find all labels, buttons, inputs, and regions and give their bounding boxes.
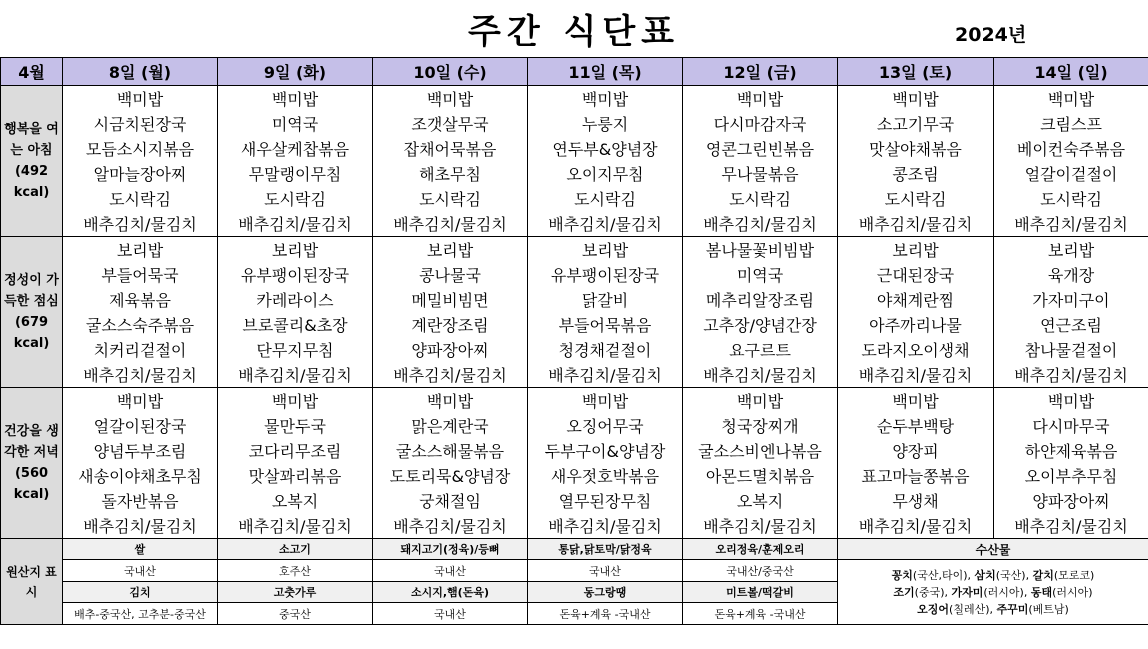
origin-value: 국내산/중국산 (683, 560, 838, 582)
meal-row (1, 413, 1148, 438)
menu-item: 보리밥 (528, 237, 683, 263)
meal-row (1, 211, 1148, 237)
day-header: 10일 (수) (373, 58, 528, 86)
origin-item: 소고기 (218, 539, 373, 560)
menu-item: 맛살야채볶음 (838, 136, 994, 161)
origin-value: 국내산 (373, 560, 528, 582)
meal-row (1, 337, 1148, 362)
menu-item: 얼갈이된장국 (63, 413, 218, 438)
menu-item: 양장피 (838, 438, 994, 463)
seafood-origin: (러시아) (1052, 585, 1093, 599)
menu-item: 부들어묵국 (63, 262, 218, 287)
menu-item: 백미밥 (373, 86, 528, 112)
meal-row (1, 237, 1148, 263)
menu-item: 배추김치/물김치 (994, 513, 1148, 539)
day-header: 9일 (화) (218, 58, 373, 86)
menu-item: 오이부추무침 (994, 463, 1148, 488)
origin-item: 쌀 (63, 539, 218, 560)
menu-item: 백미밥 (528, 86, 683, 112)
origin-item: 통닭,닭토막/닭정육 (528, 539, 683, 560)
menu-item: 도시락김 (528, 186, 683, 211)
month-header: 4월 (1, 58, 63, 86)
menu-item: 코다리무조림 (218, 438, 373, 463)
meal-row (1, 161, 1148, 186)
menu-item: 청국장찌개 (683, 413, 838, 438)
menu-item: 계란장조림 (373, 312, 528, 337)
menu-item: 가자미구이 (994, 287, 1148, 312)
menu-item: 맑은계란국 (373, 413, 528, 438)
menu-item: 다시마감자국 (683, 111, 838, 136)
menu-item: 도시락김 (838, 186, 994, 211)
menu-item: 배추김치/물김치 (683, 211, 838, 237)
meal-row (1, 136, 1148, 161)
origin-item: 미트볼/떡갈비 (683, 582, 838, 603)
menu-item: 콩나물국 (373, 262, 528, 287)
menu-item: 오징어무국 (528, 413, 683, 438)
origin-item: 고춧가루 (218, 582, 373, 603)
header-row (1, 58, 1148, 86)
menu-item: 굴소스비엔나볶음 (683, 438, 838, 463)
menu-item: 요구르트 (683, 337, 838, 362)
menu-item: 근대된장국 (838, 262, 994, 287)
menu-item: 양파장아찌 (373, 337, 528, 362)
origin-items-row-1 (1, 539, 1148, 560)
menu-item: 다시마무국 (994, 413, 1148, 438)
page-title: 주간 식단표 (467, 12, 681, 52)
menu-item: 맛살꽈리볶음 (218, 463, 373, 488)
menu-item: 새우젓호박볶음 (528, 463, 683, 488)
meal-row (1, 388, 1148, 414)
seafood-name: 갈치 (1032, 568, 1054, 582)
origin-item: 동그랑땡 (528, 582, 683, 603)
day-header: 12일 (금) (683, 58, 838, 86)
day-header: 8일 (월) (63, 58, 218, 86)
day-header: 14일 (일) (994, 58, 1148, 86)
origin-label: 원산지 표시 (1, 539, 63, 625)
menu-item: 배추김치/물김치 (994, 211, 1148, 237)
menu-item: 미역국 (218, 111, 373, 136)
origin-value: 국내산 (63, 560, 218, 582)
menu-item: 배추김치/물김치 (683, 513, 838, 539)
menu-item: 배추김치/물김치 (373, 362, 528, 388)
day-header: 11일 (목) (528, 58, 683, 86)
menu-item: 봄나물꽃비빔밥 (683, 237, 838, 263)
menu-item: 굴소스해물볶음 (373, 438, 528, 463)
menu-item: 새우살케찹볶음 (218, 136, 373, 161)
meal-row (1, 463, 1148, 488)
origin-value: 돈육+계육 -국내산 (528, 603, 683, 625)
seafood-origin: (베트남) (1028, 602, 1069, 616)
menu-item: 육개장 (994, 262, 1148, 287)
meal-row (1, 86, 1148, 112)
seafood-name: 주꾸미 (996, 602, 1029, 616)
origin-item: 김치 (63, 582, 218, 603)
menu-item: 닭갈비 (528, 287, 683, 312)
menu-item: 누룽지 (528, 111, 683, 136)
menu-item: 아주까리나물 (838, 312, 994, 337)
menu-item: 돌자반볶음 (63, 488, 218, 513)
meal-label: 행복을 여는 아침 (492 kcal) (1, 86, 63, 237)
menu-item: 굴소스숙주볶음 (63, 312, 218, 337)
seafood-origins (838, 560, 1148, 625)
seafood-title: 수산물 (838, 539, 1148, 560)
menu-item: 오이지무침 (528, 161, 683, 186)
meal-row (1, 262, 1148, 287)
menu-item: 배추김치/물김치 (528, 211, 683, 237)
menu-item: 연두부&양념장 (528, 136, 683, 161)
menu-item: 유부팽이된장국 (528, 262, 683, 287)
menu-item: 백미밥 (994, 388, 1148, 414)
menu-item: 배추김치/물김치 (838, 211, 994, 237)
menu-item: 도라지오이생채 (838, 337, 994, 362)
menu-item: 배추김치/물김치 (838, 513, 994, 539)
menu-item: 도시락김 (683, 186, 838, 211)
menu-item: 백미밥 (528, 388, 683, 414)
menu-item: 백미밥 (838, 86, 994, 112)
menu-item: 순두부백탕 (838, 413, 994, 438)
menu-item: 메추리알장조림 (683, 287, 838, 312)
menu-item: 해초무침 (373, 161, 528, 186)
seafood-name: 가자미 (951, 585, 984, 599)
menu-item: 보리밥 (218, 237, 373, 263)
menu-item: 무생채 (838, 488, 994, 513)
menu-item: 미역국 (683, 262, 838, 287)
menu-item: 배추김치/물김치 (838, 362, 994, 388)
menu-item: 백미밥 (218, 86, 373, 112)
menu-item: 백미밥 (683, 86, 838, 112)
meal-row (1, 312, 1148, 337)
origin-values-row-1 (1, 560, 1148, 582)
menu-item: 콩조림 (838, 161, 994, 186)
menu-item: 보리밥 (838, 237, 994, 263)
menu-item: 백미밥 (838, 388, 994, 414)
menu-item: 물만두국 (218, 413, 373, 438)
origin-item: 돼지고기(정육)/등뼈 (373, 539, 528, 560)
seafood-name: 꽁치 (891, 568, 913, 582)
seafood-name: 오징어 (917, 602, 950, 616)
meal-label: 건강을 생각한 저녁 (560 kcal) (1, 388, 63, 539)
menu-item: 배추김치/물김치 (218, 362, 373, 388)
menu-item: 무나물볶음 (683, 161, 838, 186)
seafood-origin: (국산), (995, 568, 1030, 582)
menu-item: 배추김치/물김치 (994, 362, 1148, 388)
meal-row (1, 287, 1148, 312)
menu-item: 배추김치/물김치 (63, 211, 218, 237)
menu-item: 시금치된장국 (63, 111, 218, 136)
menu-item: 백미밥 (63, 86, 218, 112)
meal-row (1, 186, 1148, 211)
menu-item: 보리밥 (63, 237, 218, 263)
year-label: 2024년 (955, 24, 1027, 46)
menu-item: 도시락김 (218, 186, 373, 211)
title-bar (0, 0, 1148, 56)
origin-value: 돈육+계육 -국내산 (683, 603, 838, 625)
seafood-name: 조기 (893, 585, 915, 599)
seafood-name: 삼치 (974, 568, 996, 582)
menu-item: 배추김치/물김치 (528, 513, 683, 539)
seafood-origin: (러시아), (983, 585, 1028, 599)
seafood-origin: (국산,타이), (912, 568, 971, 582)
menu-item: 메밀비빔면 (373, 287, 528, 312)
menu-item: 양념두부조림 (63, 438, 218, 463)
menu-item: 유부팽이된장국 (218, 262, 373, 287)
menu-item: 보리밥 (373, 237, 528, 263)
menu-item: 고추장/양념간장 (683, 312, 838, 337)
meal-row (1, 111, 1148, 136)
menu-item: 도시락김 (373, 186, 528, 211)
menu-item: 백미밥 (63, 388, 218, 414)
menu-item: 백미밥 (994, 86, 1148, 112)
menu-item: 두부구이&양념장 (528, 438, 683, 463)
menu-item: 참나물겉절이 (994, 337, 1148, 362)
menu-item: 크림스프 (994, 111, 1148, 136)
menu-item: 영콘그린빈볶음 (683, 136, 838, 161)
menu-item: 양파장아찌 (994, 488, 1148, 513)
menu-item: 무말랭이무침 (218, 161, 373, 186)
menu-item: 새송이야채초무침 (63, 463, 218, 488)
menu-item: 베이컨숙주볶음 (994, 136, 1148, 161)
meal-label: 정성이 가득한 점심 (679 kcal) (1, 237, 63, 388)
origin-value: 호주산 (218, 560, 373, 582)
menu-item: 제육볶음 (63, 287, 218, 312)
menu-item: 오복지 (218, 488, 373, 513)
menu-item: 오복지 (683, 488, 838, 513)
origin-value: 중국산 (218, 603, 373, 625)
menu-item: 보리밥 (994, 237, 1148, 263)
origin-value: 배추-중국산, 고추분-중국산 (63, 603, 218, 625)
menu-item: 연근조림 (994, 312, 1148, 337)
menu-item: 도토리묵&양념장 (373, 463, 528, 488)
menu-item: 치커리겉절이 (63, 337, 218, 362)
meal-row (1, 438, 1148, 463)
menu-item: 도시락김 (63, 186, 218, 211)
menu-item: 배추김치/물김치 (528, 362, 683, 388)
menu-item: 브로콜리&초장 (218, 312, 373, 337)
seafood-origin: (중국), (914, 585, 948, 599)
menu-item: 조갯살무국 (373, 111, 528, 136)
menu-item: 아몬드멸치볶음 (683, 463, 838, 488)
menu-item: 얼갈이겉절이 (994, 161, 1148, 186)
meal-row (1, 362, 1148, 388)
menu-item: 청경채겉절이 (528, 337, 683, 362)
meal-row (1, 488, 1148, 513)
menu-item: 카레라이스 (218, 287, 373, 312)
seafood-origin: (모로코) (1053, 568, 1095, 582)
menu-item: 열무된장무침 (528, 488, 683, 513)
origin-value: 국내산 (373, 603, 528, 625)
menu-item: 배추김치/물김치 (373, 211, 528, 237)
menu-item: 백미밥 (683, 388, 838, 414)
menu-item: 궁채절임 (373, 488, 528, 513)
menu-item: 배추김치/물김치 (218, 211, 373, 237)
meal-row (1, 513, 1148, 539)
seafood-name: 동태 (1030, 585, 1053, 599)
origin-item: 소시지,햄(돈육) (373, 582, 528, 603)
menu-item: 단무지무침 (218, 337, 373, 362)
menu-item: 백미밥 (373, 388, 528, 414)
origin-item: 오리정육/훈제오리 (683, 539, 838, 560)
menu-item: 모듬소시지볶음 (63, 136, 218, 161)
menu-item: 배추김치/물김치 (63, 362, 218, 388)
menu-item: 야채계란찜 (838, 287, 994, 312)
menu-table (0, 57, 1148, 625)
menu-item: 배추김치/물김치 (373, 513, 528, 539)
menu-item: 부들어묵볶음 (528, 312, 683, 337)
menu-item: 소고기무국 (838, 111, 994, 136)
menu-item: 배추김치/물김치 (683, 362, 838, 388)
day-header: 13일 (토) (838, 58, 994, 86)
menu-item: 알마늘장아찌 (63, 161, 218, 186)
menu-item: 배추김치/물김치 (218, 513, 373, 539)
origin-value: 국내산 (528, 560, 683, 582)
menu-item: 하얀제육볶음 (994, 438, 1148, 463)
menu-item: 도시락김 (994, 186, 1148, 211)
menu-item: 표고마늘쫑볶음 (838, 463, 994, 488)
menu-item: 배추김치/물김치 (63, 513, 218, 539)
seafood-origin: (칠레산), (949, 602, 993, 616)
menu-item: 잡채어묵볶음 (373, 136, 528, 161)
menu-item: 백미밥 (218, 388, 373, 414)
